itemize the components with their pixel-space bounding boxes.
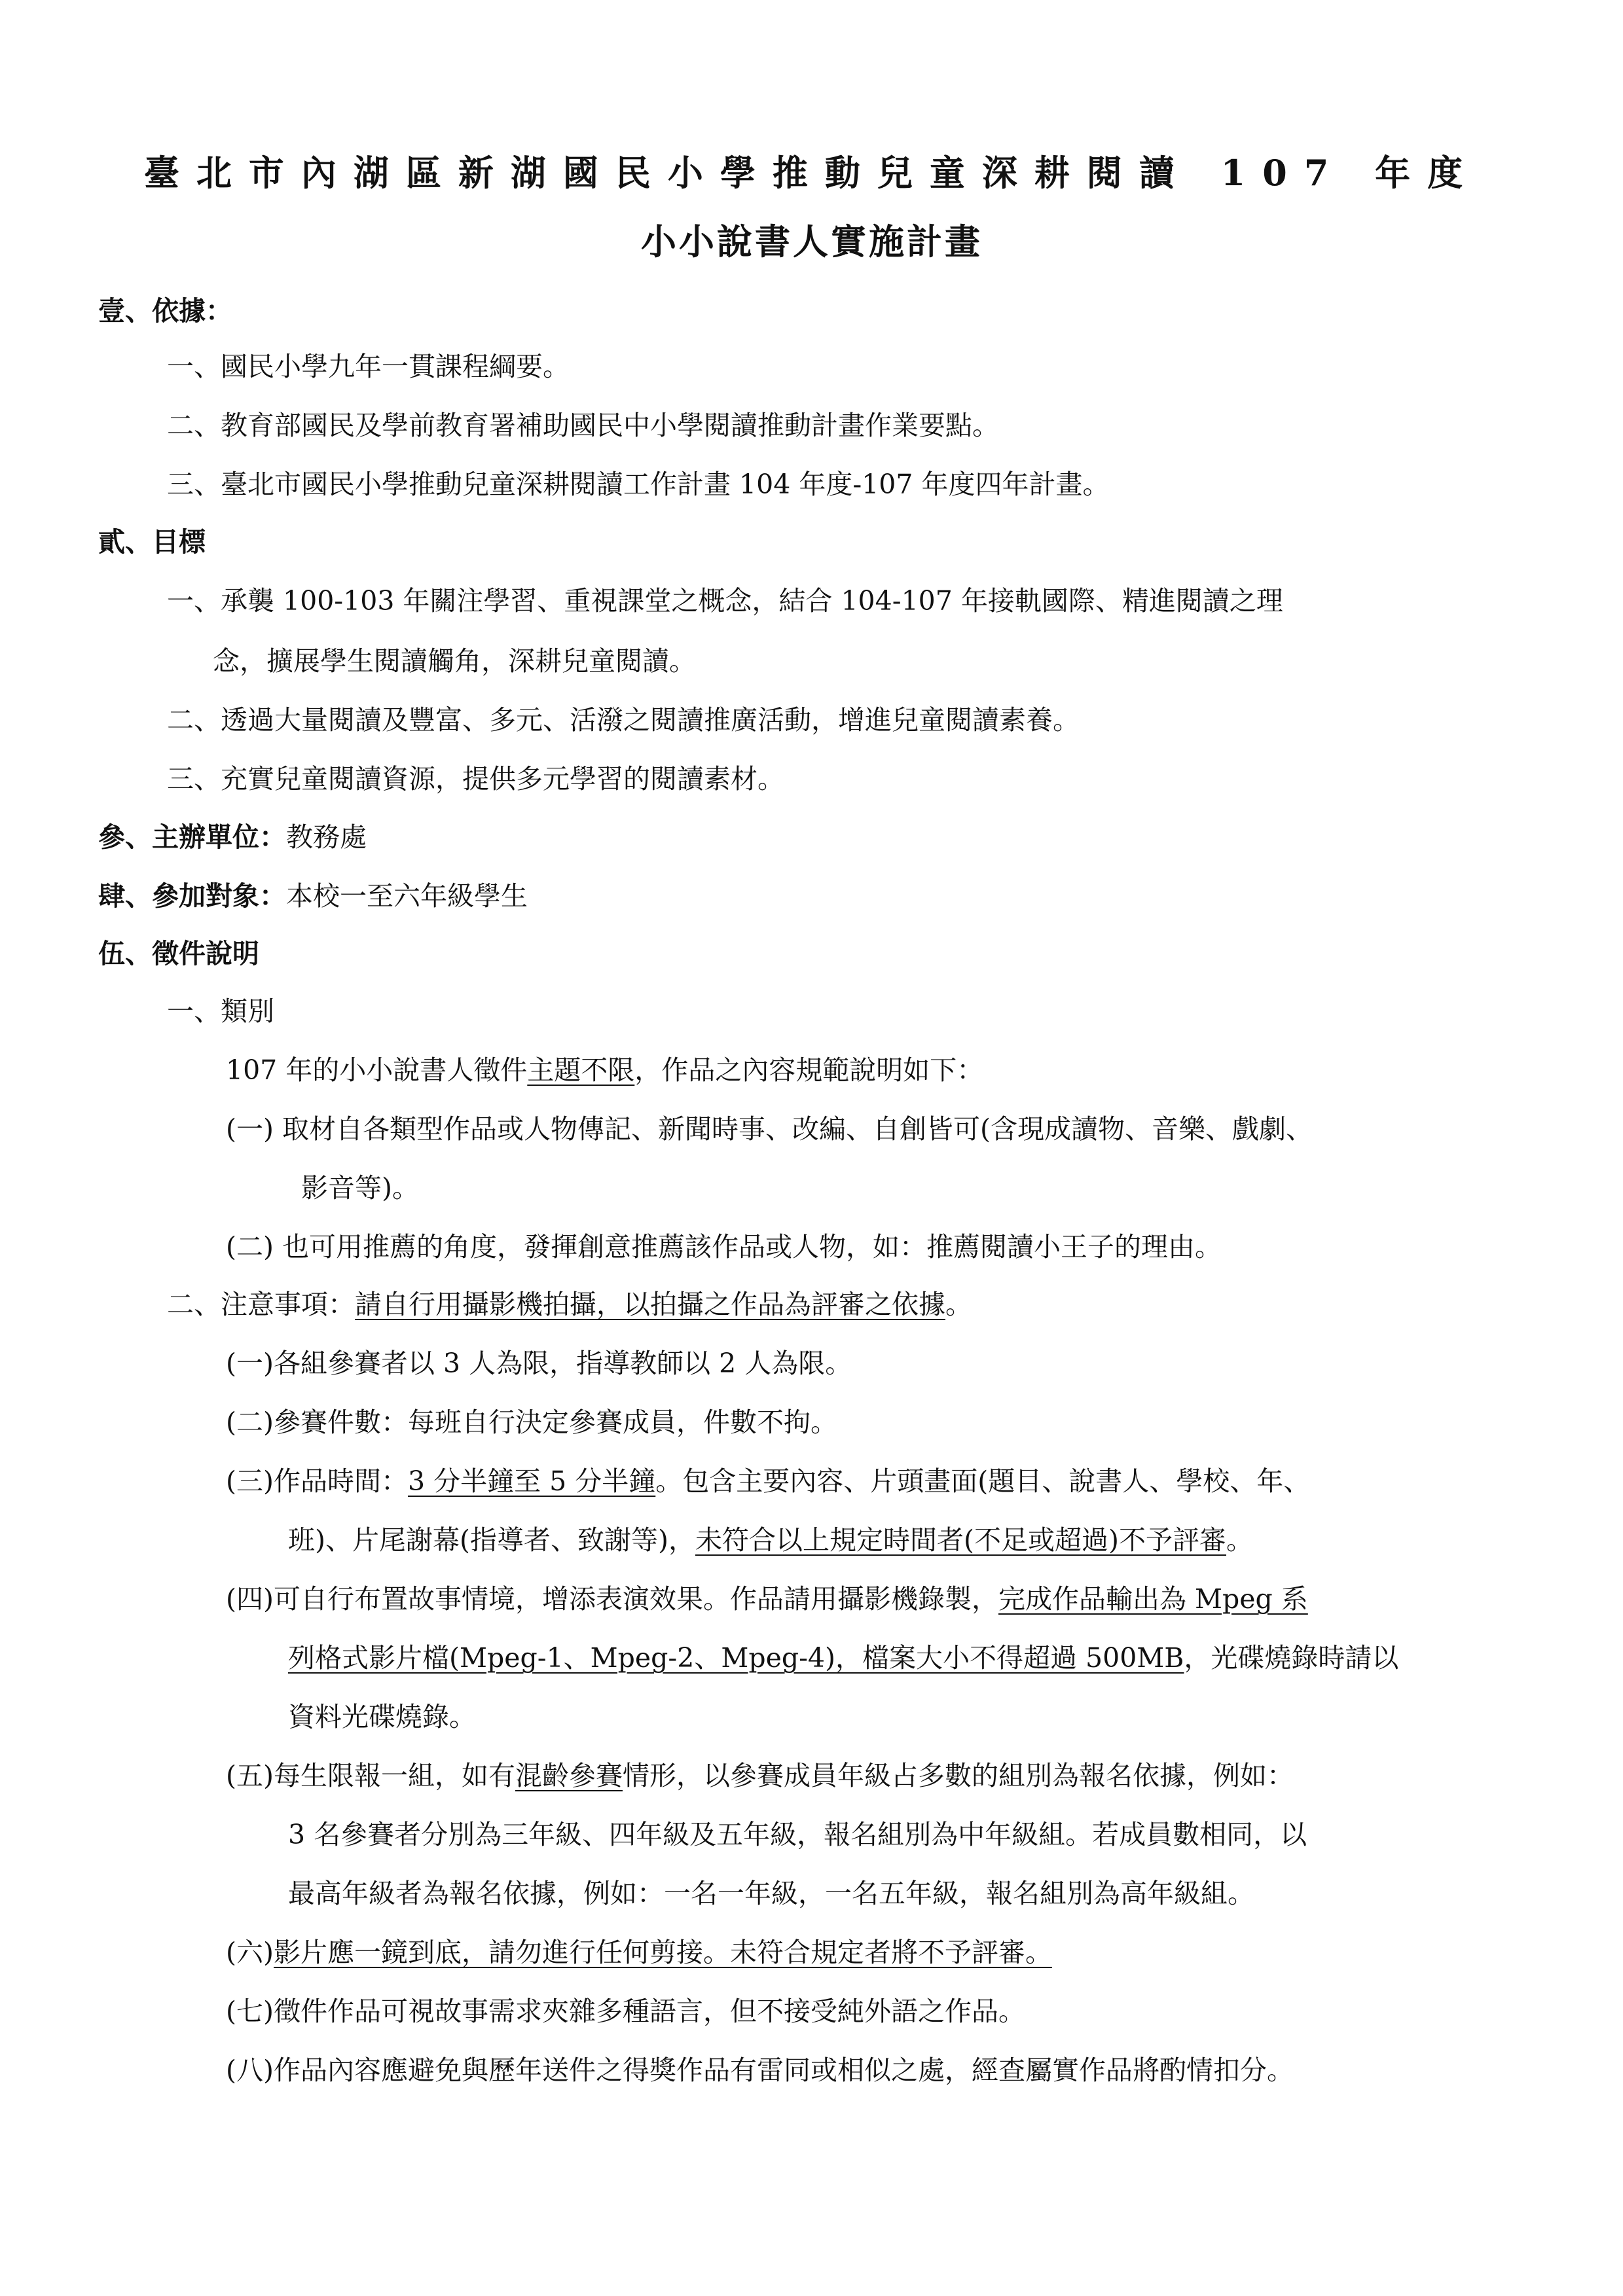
note-3-line-2 bbox=[288, 1524, 1253, 1556]
category-point-2: (二) 也可用推薦的角度，發揮創意推薦該作品或人物，如：推薦閱讀小王子的理由。 bbox=[226, 1231, 1222, 1263]
notes-title bbox=[167, 1291, 972, 1318]
section-organizer bbox=[98, 821, 367, 853]
category-title: 一、類別 bbox=[167, 996, 274, 1027]
note-4-line-2 bbox=[288, 1642, 1399, 1674]
participants-label: 肆、參加對象： bbox=[98, 880, 286, 912]
note-3-text-4: 。 bbox=[1226, 1524, 1253, 1556]
basis-item-3: 三、臺北市國民小學推動兒童深耕閱讀工作計畫 104 年度-107 年度四年計畫。 bbox=[167, 469, 1110, 500]
note-6-underlined: 影片應一鏡到底，請勿進行任何剪接。未符合規定者將不予評審。 bbox=[274, 1937, 1052, 1968]
note-5-line-1 bbox=[226, 1760, 1294, 1791]
note-5-underlined: 混齡參賽 bbox=[515, 1760, 623, 1791]
note-7: (七)徵件作品可視故事需求夾雜多種語言，但不接受純外語之作品。 bbox=[226, 1996, 1025, 2027]
note-5-line-3: 最高年級者為報名依據，例如：一名一年級，一名五年級，報名組別為高年級組。 bbox=[288, 1878, 1254, 1909]
notes-title-end: 。 bbox=[945, 1289, 972, 1320]
note-6-number: (六) bbox=[226, 1937, 274, 1968]
note-3-text-3: 班)、片尾謝幕(指導者、致謝等)， bbox=[288, 1524, 695, 1556]
note-5-text-2: 情形，以參賽成員年級占多數的組別為報名依據，例如： bbox=[623, 1760, 1294, 1791]
participants-value: 本校一至六年級學生 bbox=[286, 880, 528, 912]
notes-title-underlined: 請自行用攝影機拍攝，以拍攝之作品為評審之依據 bbox=[355, 1289, 945, 1320]
note-3-underlined-1: 3 分半鐘至 5 分半鐘 bbox=[408, 1465, 656, 1497]
note-3-text-2: 。包含主要內容、片頭畫面(題目、說書人、學校、年、 bbox=[655, 1465, 1311, 1497]
note-3-underlined-2: 未符合以上規定時間者(不足或超過)不予評審 bbox=[695, 1524, 1226, 1556]
note-4-line-1 bbox=[226, 1583, 1308, 1615]
category-point-1-line-2: 影音等)。 bbox=[301, 1172, 419, 1204]
basis-item-1: 一、國民小學九年一貫課程綱要。 bbox=[167, 351, 570, 382]
note-4-underlined-1: 完成作品輸出為 Mpeg 系 bbox=[998, 1583, 1308, 1615]
note-4-line-3: 資料光碟燒錄。 bbox=[288, 1701, 476, 1732]
category-intro-underlined: 主題不限 bbox=[527, 1054, 635, 1086]
note-3-text-1: (三)作品時間： bbox=[226, 1465, 408, 1497]
note-6 bbox=[226, 1939, 1052, 1966]
note-4-underlined-2: 列格式影片檔(Mpeg-1、Mpeg-2、Mpeg-4)，檔案大小不得超過 500MB bbox=[288, 1642, 1184, 1674]
category-intro-text-1: 107 年的小小說書人徵件 bbox=[226, 1054, 528, 1086]
note-5-text-1: (五)每生限報一組，如有 bbox=[226, 1760, 515, 1791]
section-basis-heading: 壹、依據： bbox=[98, 295, 232, 327]
note-1: (一)各組參賽者以 3 人為限，指導教師以 2 人為限。 bbox=[226, 1348, 852, 1379]
note-2: (二)參賽件數：每班自行決定參賽成員，件數不拘。 bbox=[226, 1407, 837, 1438]
note-4-text-1: (四)可自行布置故事情境，增添表演效果。作品請用攝影機錄製， bbox=[226, 1583, 998, 1615]
document-subtitle: 小小說書人實施計畫 bbox=[641, 221, 983, 262]
goal-item-2: 二、透過大量閱讀及豐富、多元、活潑之閱讀推廣活動，增進兒童閱讀素養。 bbox=[167, 704, 1080, 736]
section-participants bbox=[98, 880, 528, 912]
notes-title-text: 二、注意事項： bbox=[167, 1289, 355, 1320]
goal-item-1-line-2: 念，擴展學生閱讀觸角，深耕兒童閱讀。 bbox=[213, 645, 696, 677]
basis-item-2: 二、教育部國民及學前教育署補助國民中小學閱讀推動計畫作業要點。 bbox=[167, 410, 999, 441]
note-4-text-2: ，光碟燒錄時請以 bbox=[1184, 1642, 1399, 1674]
category-intro-text-2: ，作品之內容規範說明如下： bbox=[634, 1054, 984, 1086]
organizer-value: 教務處 bbox=[286, 821, 367, 853]
section-submission-heading: 伍、徵件說明 bbox=[98, 938, 259, 969]
organizer-label: 參、主辦單位： bbox=[98, 821, 286, 853]
category-intro bbox=[226, 1054, 984, 1086]
note-8: (八)作品內容應避免與歷年送件之得獎作品有雷同或相似之處，經查屬實作品將酌情扣分。 bbox=[226, 2054, 1294, 2086]
category-point-1-line-1: (一) 取材自各類型作品或人物傳記、新聞時事、改編、自創皆可(含現成讀物、音樂、戲劇、 bbox=[226, 1113, 1313, 1145]
note-3-line-1 bbox=[226, 1465, 1311, 1497]
document-title: 臺北市內湖區新湖國民小學推動兒童深耕閱讀 107 年度 bbox=[143, 152, 1480, 194]
goal-item-3: 三、充實兒童閱讀資源，提供多元學習的閱讀素材。 bbox=[167, 763, 784, 795]
goal-item-1-line-1: 一、承襲 100-103 年關注學習、重視課堂之概念，結合 104-107 年接軌國際、精進閱讀之理 bbox=[167, 585, 1283, 617]
note-5-line-2: 3 名參賽者分別為三年級、四年級及五年級，報名組別為中年級組。若成員數相同，以 bbox=[288, 1819, 1307, 1850]
section-goals-heading: 貳、目標 bbox=[98, 526, 206, 558]
